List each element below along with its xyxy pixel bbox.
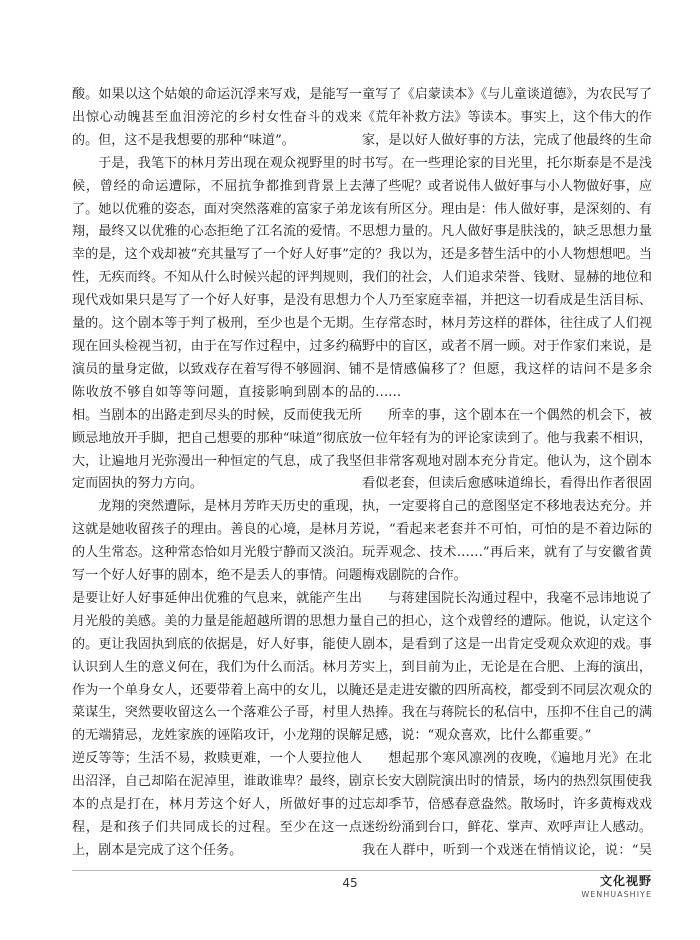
- paragraph: 所幸的事，这个剧本在一个偶然的机会下，被一位年轻有为的评论家读到了。他与我素不相识，但非常客观地对剧本充分肯定。他认为，这个剧本看似老套，但读后愈感味道绵长，看得出作者很固执，一定要将自己的意图坚定不移地表达充分。并说，“看起来老套并不可怕，可怕的是不着边际的玩弄观念、技术……”再后来，就有了与安徽省黄梅戏剧院的合作。: [362, 407, 652, 584]
- paragraph: 想起那个寒风凛冽的夜晚，《遍地月光》在北京长安大剧院演出时的情景，场内的热烈氛围使我忘却季节，倍感春意盎然。散场时，许多黄梅戏戏迷纷纷涌到台口，鲜花、掌声、欢呼声让人感动。我在人群中，听到一个戏迷在悄悄议论，说：“吴: [362, 751, 652, 858]
- section-brand-pinyin: WENHUASHIYE: [581, 890, 652, 899]
- paragraph: 与蒋建国院长沟通过程中，我毫不忌讳地说了自己的担心，这个戏曾经的遭际。他说，认定这个剧本，是看到了这是一出肯定受观众欢迎的戏。事实上，到目前为止，无论是在合肥、上海的演出，还是走进安徽的四所高校，都受到不同层次观众的热捧。我在与蒋院长的私信中，压抑不住自己的满足感，说：“观众喜欢，比什么都重要。”: [362, 590, 652, 744]
- paragraph: 龙翔的突然遭际，是林月芳昨天历史的重现，这就是她收留孩子的理由。善良的心境，是林月芳的人生常态。这种常态恰如月光般宁静而又淡泊。写一个好人好事的剧本，绝不是丢人的事情。问题是要让好人好事延伸出优雅的气息来，就能产生出月光般的美感。美的力量是能超越所谓的思想力量的。更让我固执到底的依据是，好人好事，能使人认识到人生的意义何在，我们为什么而活。林月芳作为一个单身女人，还要带着上高中的女儿，以腌菜谋生，突然要收留这么一个落难公子哥，村里人的无端猜忌，龙姓家族的诬陷攻讦，小龙翔的误解逆反等等；生活不易，救赎更难，一个人要拉他人出沼泽，自己却陷在泥淖里，谁敢谁卑？最终，剧本的点是打在，林月芳这个好人，所做好事的过程，是和孩子们共同成长的过程。至少在这一点上，剧本是完成了这个任务。: [72, 499, 362, 858]
- section-brand: [581, 872, 652, 899]
- paragraph: [72, 863, 362, 864]
- section-brand-chinese: 文化视野: [599, 874, 652, 888]
- footer-divider: [72, 870, 652, 871]
- left-column: [72, 84, 362, 864]
- paragraph: 童写了《启蒙读本》《与儿童谈道德》，为农民写了《荒年补救方法》等读本。事实上，这个伟大的作家，是以好人做好事的方法，完成了他最终的生命书写。在一些理论家的目光里，托尔斯泰是不是浅薄了些呢？或者说伟人做好事与小人物做好事，应该有所区分。理由是：伟人做好事，是深刻的、有思想力量的。凡人做好事是肤浅的，缺乏思想力量的？我以为，还是多替生活中的小人物想想吧。当我们的社会，人们追求荣誉、钱财、显赫的地位和个人乃至家庭幸福，并把这一切看成是生活目标、生存常态时，林月芳这样的群体，往往成了人们视野中的盲区，或者不屑一顾。对于作家们来说，是不是情感偏移了？但愿，我这样的诘问不是多余的……: [362, 87, 652, 400]
- paragraph: 酸。如果以这个姑娘的命运沉浮来写戏，是能写一出惊心动魄甚至血泪滂沱的乡村女性奋斗的戏来的。但，这不是我想要的那种“味道”。: [72, 87, 362, 148]
- page-number: 45: [342, 876, 358, 890]
- paragraph: 于是，我笔下的林月芳出现在观众视野里的时候，曾经的命运遭际，不屈抗争都推到背景上去了。她以优雅的姿态，面对突然落难的富家子弟龙翔，最终又以优雅的心态拒绝了江名流的爱情。不幸的是，这个戏却被“充其量写了一个好人好事”定性，无疾而终。不知从什么时候兴起的评判规则，现代戏如果只是写了一个好人好事，是没有思想力量的。这个剧本等于判了极刑，至少也是个无期。现在回头检视当初，由于在写作过程中，过多约稿演员的量身定做，以致戏存在着写得不够圆润、铺陈收放不够自如等等问题，直接影响到剧本的品相。当剧本的出路走到尽头的时候，反而使我无所顾忌地放开手脚，把自己想要的那种“味道”彻底放大，让遍地月光弥漫出一种恒定的气息，成了我坚定而固执的努力方向。: [72, 155, 362, 492]
- right-column: [362, 84, 652, 864]
